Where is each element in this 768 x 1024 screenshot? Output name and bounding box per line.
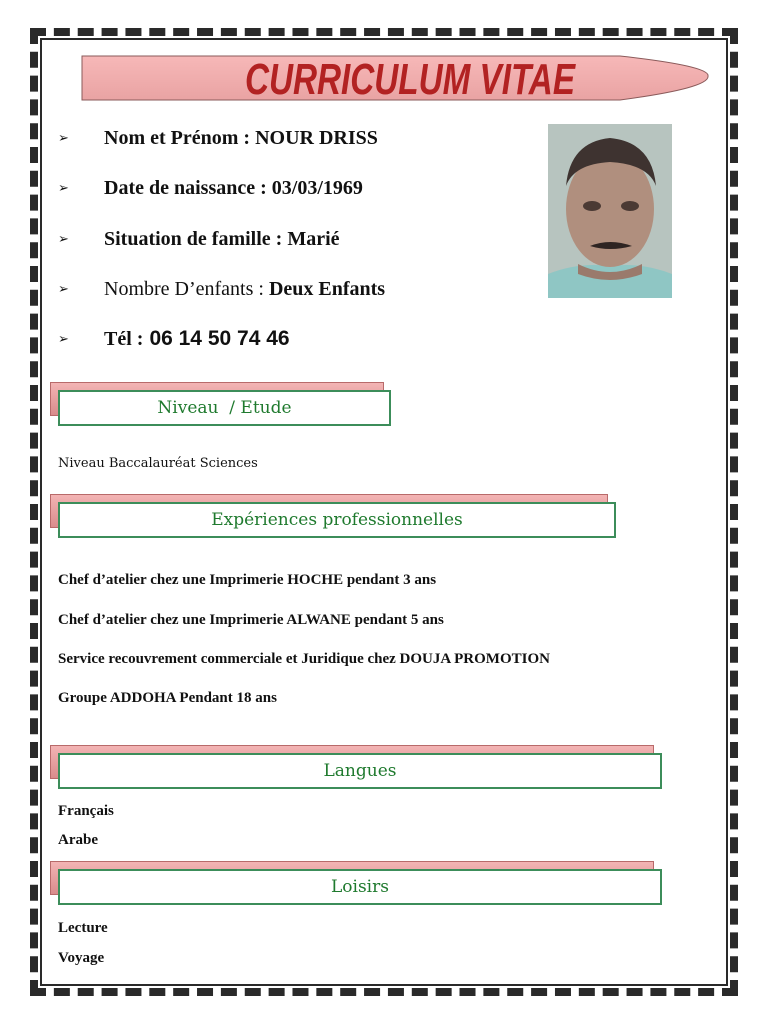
section-langues-header xyxy=(58,753,662,789)
children-value: Deux Enfants xyxy=(268,277,386,300)
bullet-arrow-icon: ➢ xyxy=(58,130,69,146)
hobby-item: Lecture xyxy=(58,920,108,936)
info-name xyxy=(58,124,378,152)
info-children xyxy=(58,275,385,303)
hobby-item: Voyage xyxy=(58,950,105,966)
info-family xyxy=(58,225,340,253)
family-value: Marié xyxy=(287,227,340,250)
section-experiences-header xyxy=(58,502,616,538)
experience-line: Chef d’atelier chez une Imprimerie ALWANE pendant 5 ans xyxy=(58,612,444,628)
niveau-line: Niveau Baccalauréat Sciences xyxy=(58,456,258,471)
bullet-arrow-icon: ➢ xyxy=(58,231,69,247)
phone-label: Tél : xyxy=(104,328,144,350)
bullet-arrow-icon: ➢ xyxy=(58,180,69,196)
bullet-arrow-icon: ➢ xyxy=(58,281,69,297)
experience-line: Service recouvrement commerciale et Juridique chez DOUJA PROMOTION xyxy=(58,651,550,667)
bullet-arrow-icon: ➢ xyxy=(58,331,69,347)
cv-title: CURRICULUM VITAE xyxy=(245,55,577,102)
title-banner xyxy=(80,54,710,102)
language-item: Français xyxy=(58,803,114,819)
experience-line: Groupe ADDOHA Pendant 18 ans xyxy=(58,690,277,706)
family-label: Situation de famille : xyxy=(104,227,283,250)
profile-photo xyxy=(548,124,672,298)
language-item: Arabe xyxy=(58,832,98,848)
info-birthdate xyxy=(58,174,363,202)
section-niveau-title: Niveau / Etude xyxy=(157,398,292,418)
section-niveau-header xyxy=(58,390,391,426)
name-value: NOUR DRISS xyxy=(255,126,378,149)
name-label: Nom et Prénom : xyxy=(104,126,251,149)
phone-value: 06 14 50 74 46 xyxy=(149,327,290,350)
birthdate-label: Date de naissance : xyxy=(104,176,267,199)
children-label: Nombre D’enfants : xyxy=(104,277,264,300)
info-phone xyxy=(58,325,290,353)
section-langues-title: Langues xyxy=(323,761,397,781)
section-loisirs-title: Loisirs xyxy=(331,877,389,897)
section-experiences-title: Expériences professionnelles xyxy=(211,510,463,530)
birthdate-value: 03/03/1969 xyxy=(271,176,363,199)
experience-line: Chef d’atelier chez une Imprimerie HOCHE pendant 3 ans xyxy=(58,572,437,588)
section-loisirs-header xyxy=(58,869,662,905)
